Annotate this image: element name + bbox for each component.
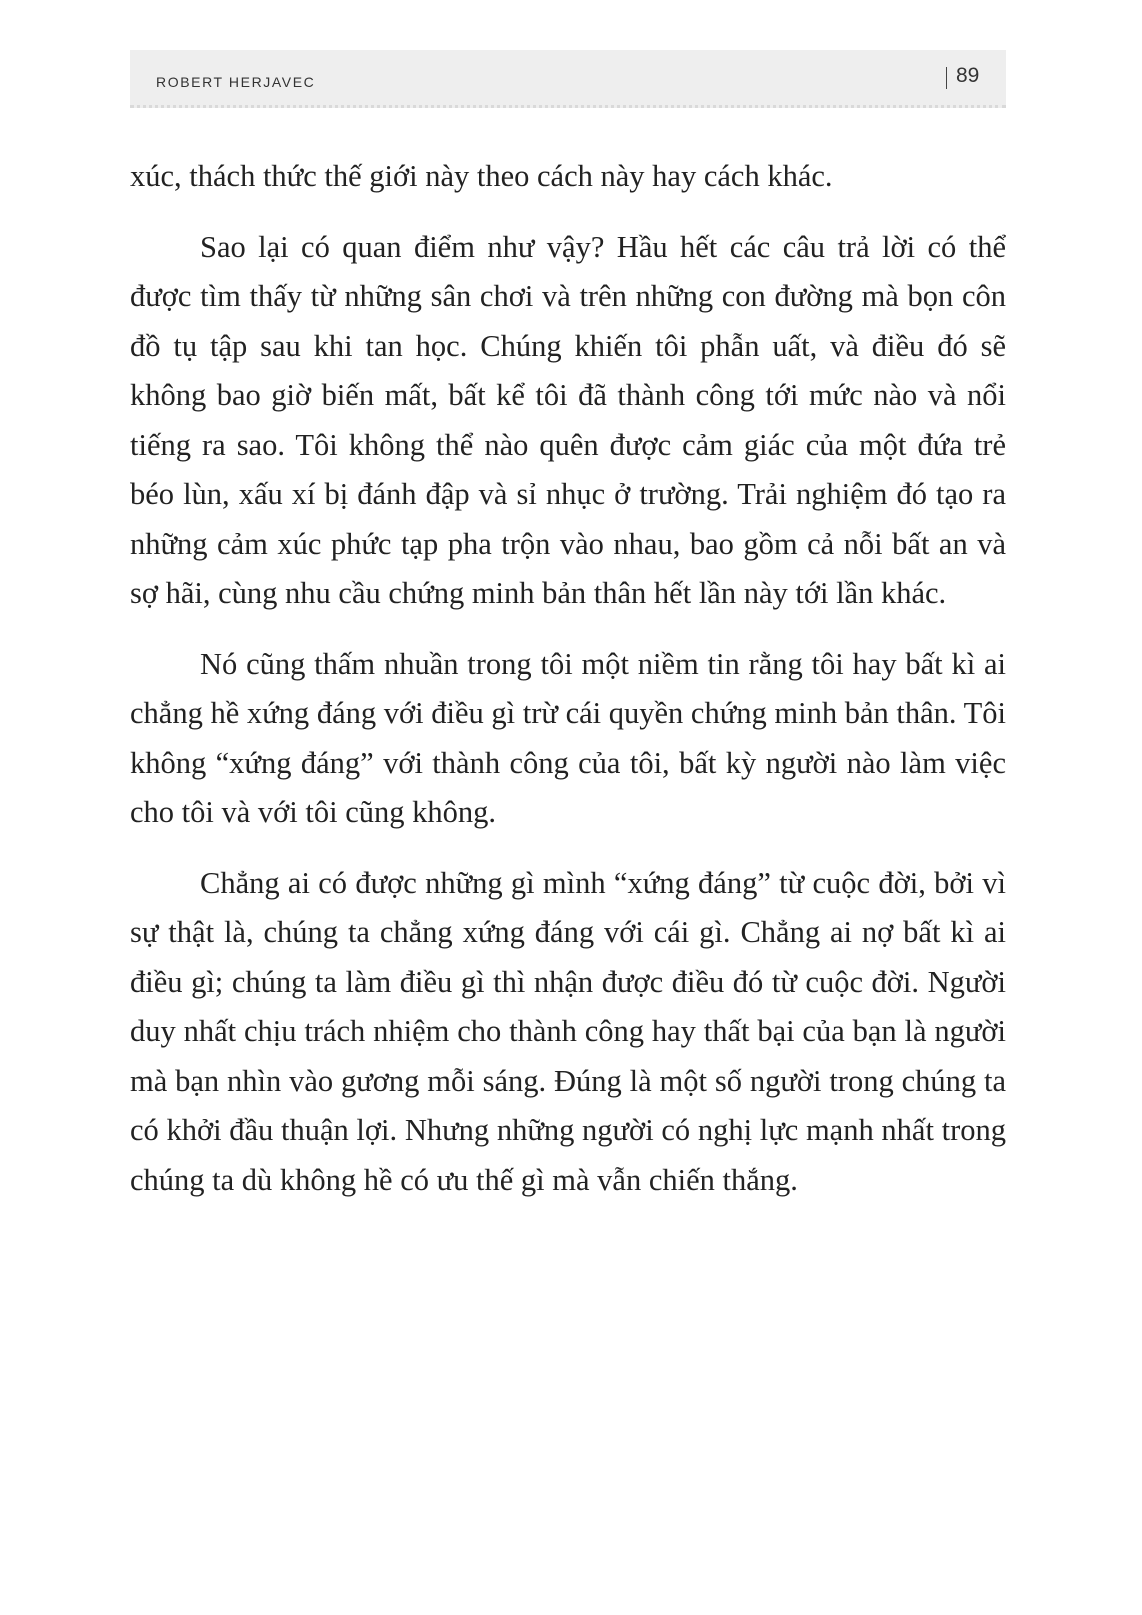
header-author: ROBERT HERJAVEC (156, 74, 316, 90)
paragraph-continued: xúc, thách thức thế giới này theo cách này hay cách khác. (130, 159, 833, 193)
paragraph: Chẳng ai có được những gì mình “xứng đáng” từ cuộc đời, bởi vì sự thật là, chúng ta chẳng xứng đáng với cái gì. Chẳng ai nợ bất kì ai điều gì; chúng ta làm điều gì thì nhận được điều đó từ cuộc đời. Người duy nhất chịu trách nhiệm cho thành công hay thất bại của bạn là người mà bạn nhìn vào gương mỗi sáng. Đúng là một số người trong chúng ta có khởi đầu thuận lợi. Nhưng những người có nghị lực mạnh nhất trong chúng ta dù không hề có ưu thế gì mà vẫn chiến thắng. (130, 865, 1006, 1197)
body-text (130, 152, 1006, 1226)
paragraph: Nó cũng thấm nhuần trong tôi một niềm tin rằng tôi hay bất kì ai chẳng hề xứng đáng với điều gì trừ cái quyền chứng minh bản thân. Tôi không “xứng đáng” với thành công của tôi, bất kỳ người nào làm việc cho tôi và với tôi cũng không. (130, 646, 1006, 829)
paragraph: Sao lại có quan điểm như vậy? Hầu hết các câu trả lời có thể được tìm thấy từ những sân chơi và trên những con đường mà bọn côn đồ tụ tập sau khi tan học. Chúng khiến tôi phẫn uất, và điều đó sẽ không bao giờ biến mất, bất kể tôi đã thành công tới mức nào và nổi tiếng ra sao. Tôi không thể nào quên được cảm giác của một đứa trẻ béo lùn, xấu xí bị đánh đập và sỉ nhục ở trường. Trải nghiệm đó tạo ra những cảm xúc phức tạp pha trộn vào nhau, bao gồm cả nỗi bất an và sợ hãi, cùng nhu cầu chứng minh bản thân hết lần này tới lần khác. (130, 229, 1006, 610)
page-number: 89 (956, 64, 980, 87)
header-divider (946, 67, 947, 89)
running-header (130, 50, 1006, 108)
